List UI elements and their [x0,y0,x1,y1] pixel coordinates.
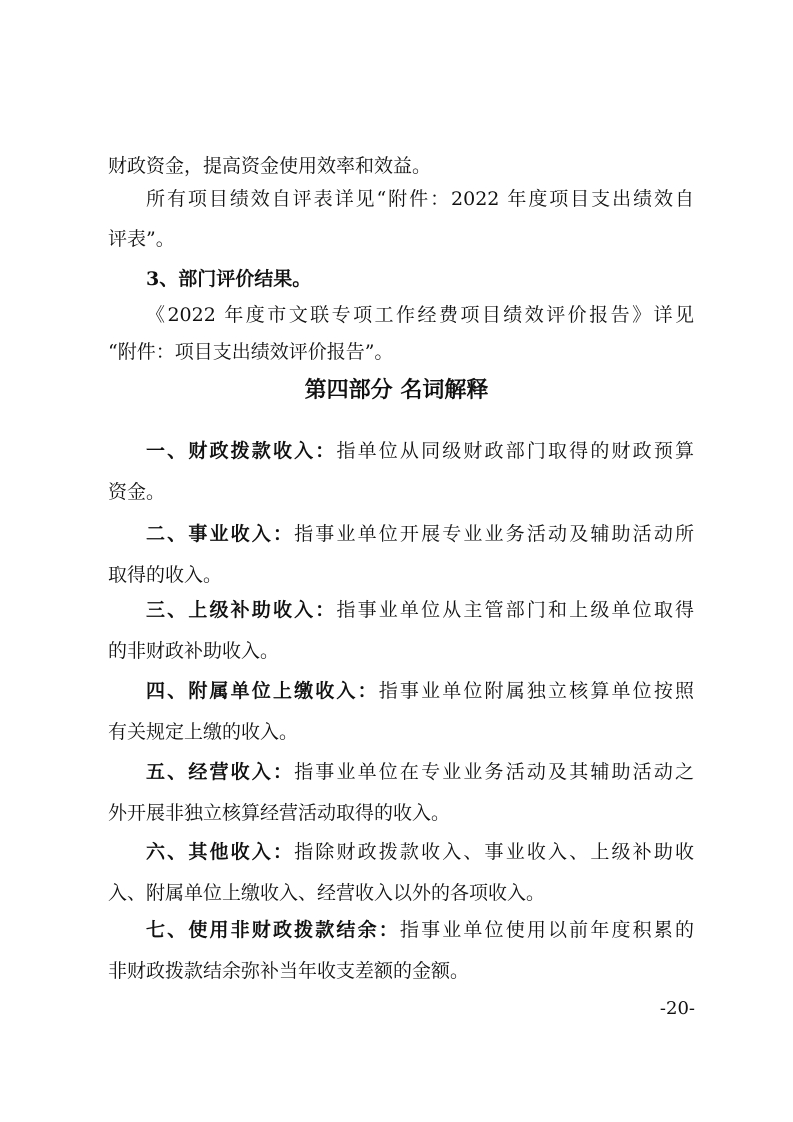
attachment-note-cont: 评表”。 [108,228,175,250]
term-item [146,678,694,704]
term-label: 一、财政拨款收入： [146,440,337,462]
term-item [146,917,694,943]
term-definition-cont: 有关规定上缴的收入。 [108,721,299,743]
term-item [146,438,694,464]
term-definition-cont: 取得的收入。 [108,564,223,586]
term-item [146,521,694,547]
evaluation-report-note-cont: “附件：项目支出绩效评价报告”。 [108,341,394,363]
term-label: 六、其他收入： [146,841,295,863]
page-number: -20- [659,998,695,1019]
term-definition-cont: 非财政拨款结余弥补当年收支差额的金额。 [108,960,470,982]
term-definition: 指事业单位从主管部门和上级单位取得 [336,599,694,621]
evaluation-report-note: 《2022 年度市文联专项工作经费项目绩效评价报告》详见 [146,304,694,326]
term-label: 四、附属单位上缴收入： [146,680,379,702]
term-definition: 指事业单位开展专业业务活动及辅助活动所 [294,523,694,545]
term-definition-cont: 的非财政补助收入。 [108,640,280,662]
term-label: 三、上级补助收入： [146,599,337,621]
term-definition: 指事业单位使用以前年度积累的 [399,919,694,941]
term-label: 五、经营收入： [146,761,295,783]
term-definition: 指单位从同级财政部门取得的财政预算 [336,440,694,462]
section-title: 第四部分 名词解释 [304,378,489,403]
term-label: 二、事业收入： [146,523,295,545]
term-definition-cont: 入、附属单位上缴收入、经营收入以外的各项收入。 [108,882,546,904]
term-definition-cont: 外开展非独立核算经营活动取得的收入。 [108,802,451,824]
term-definition: 指事业单位在专业业务活动及其辅助活动之 [294,761,694,783]
intro-line: 财政资金，提高资金使用效率和效益。 [108,155,432,177]
term-item [146,759,694,785]
term-definition-cont: 资金。 [108,481,166,503]
term-definition: 指除财政拨款收入、事业收入、上级补助收 [294,841,694,863]
term-definition: 指事业单位附属独立核算单位按照 [378,680,694,702]
term-item [146,839,694,865]
term-label: 七、使用非财政拨款结余： [146,919,400,941]
term-item [146,597,694,623]
subheading-evaluation-results: 3、部门评价结果。 [146,268,312,290]
attachment-note: 所有项目绩效自评表详见“附件：2022 年度项目支出绩效自 [146,188,694,210]
